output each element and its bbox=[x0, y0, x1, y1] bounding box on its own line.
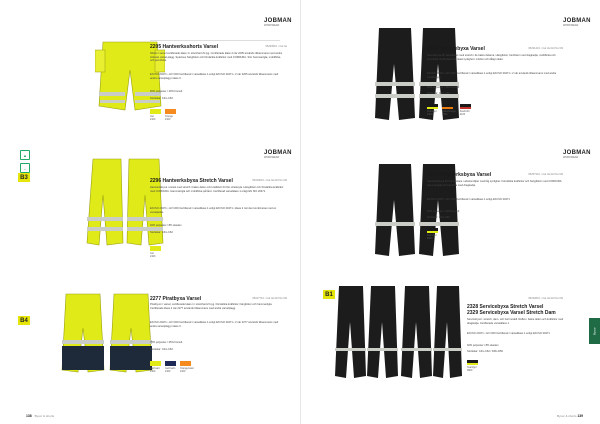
section-tab[interactable]: Byxor bbox=[589, 318, 600, 344]
product-description: Shorts i varsel certifierade klass 1 i stretchat HV-tyg. Certifierade klass 2 när 2205 används tillsammans med andra Jobman varsel-plagg. Spacious hängfickor och förstärkta knäfickor med CORDURA. Stor hammarögla, mobilficka och pennficka. bbox=[150, 52, 282, 62]
product-standards: EN ISO 20471 • HV CD9 Certifierad / varselklass 1 enligt EN ISO 20471 bbox=[427, 198, 510, 201]
product-title: 2328 Servicebyxa Stretch Varsel bbox=[467, 304, 544, 310]
product-number: 65220510 • Cat 3a bbox=[265, 45, 287, 48]
product-image-2277 bbox=[60, 290, 160, 380]
product-material: 60% polyester / 40% bomull bbox=[150, 90, 183, 93]
swatch[interactable]: Orange/svart 2100 bbox=[180, 361, 194, 373]
certification-icons bbox=[20, 150, 30, 173]
product-title: 2314 Servicebyxa Varsel bbox=[427, 46, 485, 52]
color-swatches bbox=[427, 104, 471, 116]
product-image-2328-2329 bbox=[333, 282, 463, 382]
class-badge: B4 bbox=[18, 316, 30, 325]
product-number: 65229610 • Cat 3a Ref No 6/9 bbox=[252, 179, 287, 182]
right-page bbox=[300, 0, 600, 424]
product-description: Servicebyxor i stretch, dam- och herrmodell. Reflex i bakre delen och knäfickor med dragkedja. Certifierade varselklass 1. bbox=[467, 318, 564, 325]
brand-logo: JOBMAN WORKWEAR bbox=[264, 150, 292, 159]
product-title: 2205 Hantverksshorts Varsel bbox=[150, 44, 219, 50]
product-sizes: Storlekar: C44–C62 bbox=[427, 216, 450, 219]
product-standards: EN ISO 20471 • HV CD9 Certifierad / varselklass 1 enligt EN ISO 20471 • klass 2 när den kombineras med en varseljacka. bbox=[150, 207, 277, 214]
color-swatches bbox=[467, 360, 478, 372]
product-sizes: Storlekar: C44–C62 bbox=[427, 92, 450, 95]
swatch[interactable]: Svart/gul 9900 bbox=[427, 228, 438, 240]
product-description: Hantverksbyxa i varsel med stretch i bakre delen och knäfickor för fler rörelseyta. Hängfickor och förstärkta knäfickor med CORDURA. Hammarögla och mobilficka på låret. Certifierad varselklass 1 enligt EN ISO 20471. bbox=[150, 186, 284, 193]
product-title: 2573 Hantverksbyxa Varsel bbox=[427, 172, 492, 178]
product-number: 65231410 • Cat 3a Ref No 6/9 bbox=[528, 47, 563, 50]
swatch[interactable]: Gul/svart 2100 bbox=[150, 361, 161, 373]
product-sizes: Storlekar: C44–C62 / D36–D50 bbox=[467, 350, 503, 353]
product-description: Piratbyxor i varsel, certifierade klass 1 i stretchat HV-tyg. Förstärkta knäfickor, hängfickor och hammarögla. Certifierade klass 2 när 2277 används tillsammans med andra varselplagg. bbox=[150, 303, 273, 310]
product-title: 2296 Hantverksbyxa Stretch Varsel bbox=[150, 178, 233, 184]
product-description: Hantverksbyxa för hantverkare i arbetsmiljöer med låg synlighet. Förstärkta knäfickor och hängfickor med CORDURA. Hammarögla och benficka med dragkedja. bbox=[427, 180, 563, 187]
swatch[interactable]: Svart/gul 9900 bbox=[467, 360, 478, 372]
product-standards: EN ISO 20471 • HV CD9 Certifierad / varselklass 1 enligt EN ISO 20471 • 2 när används tillsammans med andra varselplagg. bbox=[427, 72, 557, 79]
product-material: 60% polyester / 40% bomull bbox=[427, 210, 460, 213]
product-standards: EN ISO 20471 • HV CD9 Certifierad / varselklass 1 enligt EN ISO 20471 bbox=[467, 332, 550, 335]
swatch[interactable]: Orange 2100 bbox=[165, 109, 176, 121]
product-number: 65257310 • Cat 3a Ref No 6/9 bbox=[528, 173, 563, 176]
brand-logo: JOBMAN WORKWEAR bbox=[563, 18, 591, 27]
product-standards: EN ISO 20471 • HV CD9 Certifierad / varselklass 1 enligt EN ISO 20471 • 2 när 2205 används tillsammans med andra varselplagg i klass 3. bbox=[150, 73, 279, 80]
swatch[interactable]: Svart/rött 2100 bbox=[460, 104, 471, 116]
color-swatches bbox=[150, 361, 194, 373]
class-badge: B3 bbox=[18, 173, 30, 182]
product-sizes: Storlekar: C44–C62 bbox=[150, 348, 173, 351]
product-number: 65227710 • Cat 3a Ref No 6/9 bbox=[252, 297, 287, 300]
stretch-icon: ↔ bbox=[20, 163, 30, 173]
swatch[interactable]: Gul 2100 bbox=[150, 109, 161, 121]
swatch[interactable]: Svart/gul 2100 bbox=[427, 104, 438, 116]
class-badge: B1 bbox=[323, 290, 335, 299]
product-material: 65% polyester / 35% bomull bbox=[427, 86, 460, 89]
page-footer: Byxor & shorts 139 bbox=[556, 414, 583, 418]
product-title: 2277 Piratbyxa Varsel bbox=[150, 296, 202, 302]
product-title-2: 2329 Servicebyxa Varsel Stretch Dam bbox=[467, 310, 556, 316]
swatch[interactable]: Gul 2100 bbox=[150, 246, 161, 258]
product-sizes: Storlekar: C44–C62 bbox=[150, 231, 173, 234]
product-sizes: Storlekar: C44–C62 bbox=[150, 97, 173, 100]
brand-logo: JOBMAN WORKWEAR bbox=[563, 150, 591, 159]
page-footer: 138 Byxor & shorts bbox=[26, 414, 55, 418]
product-material: 92% polyester / 8% elastan bbox=[150, 224, 182, 227]
brand-logo: JOBMAN WORKWEAR bbox=[264, 18, 292, 27]
product-description: Servicebyxa för varselklass med stretch i de bakre delarna. Hängfickor, benfickor med dragkedja, mobilficka och pennficka. Reflexband för ökad synlighet i mörker och dåligt väder. bbox=[427, 54, 556, 61]
product-standards: EN ISO 20471 • HV CD9 Certifierad / varselklass 1 enligt EN ISO 20471 • 2 när 2277 används tillsammans med andra varselplagg i klass 3. bbox=[150, 321, 279, 328]
product-material: 92% polyester / 8% elastan bbox=[467, 344, 499, 347]
color-swatches bbox=[150, 109, 176, 121]
product-material: 75% polyester / 25% bomull bbox=[150, 341, 183, 344]
product-number: 65232810 • Cat 3a Ref No 6/9 bbox=[528, 297, 563, 300]
product-image-2296 bbox=[85, 155, 165, 250]
color-swatches bbox=[150, 246, 161, 258]
swatch[interactable]: Gul/marin 2100 bbox=[165, 361, 176, 373]
hi-vis-icon: ▲ bbox=[20, 150, 30, 160]
swatch[interactable]: Svart/orange 2100 bbox=[442, 104, 456, 116]
color-swatches bbox=[427, 228, 438, 240]
